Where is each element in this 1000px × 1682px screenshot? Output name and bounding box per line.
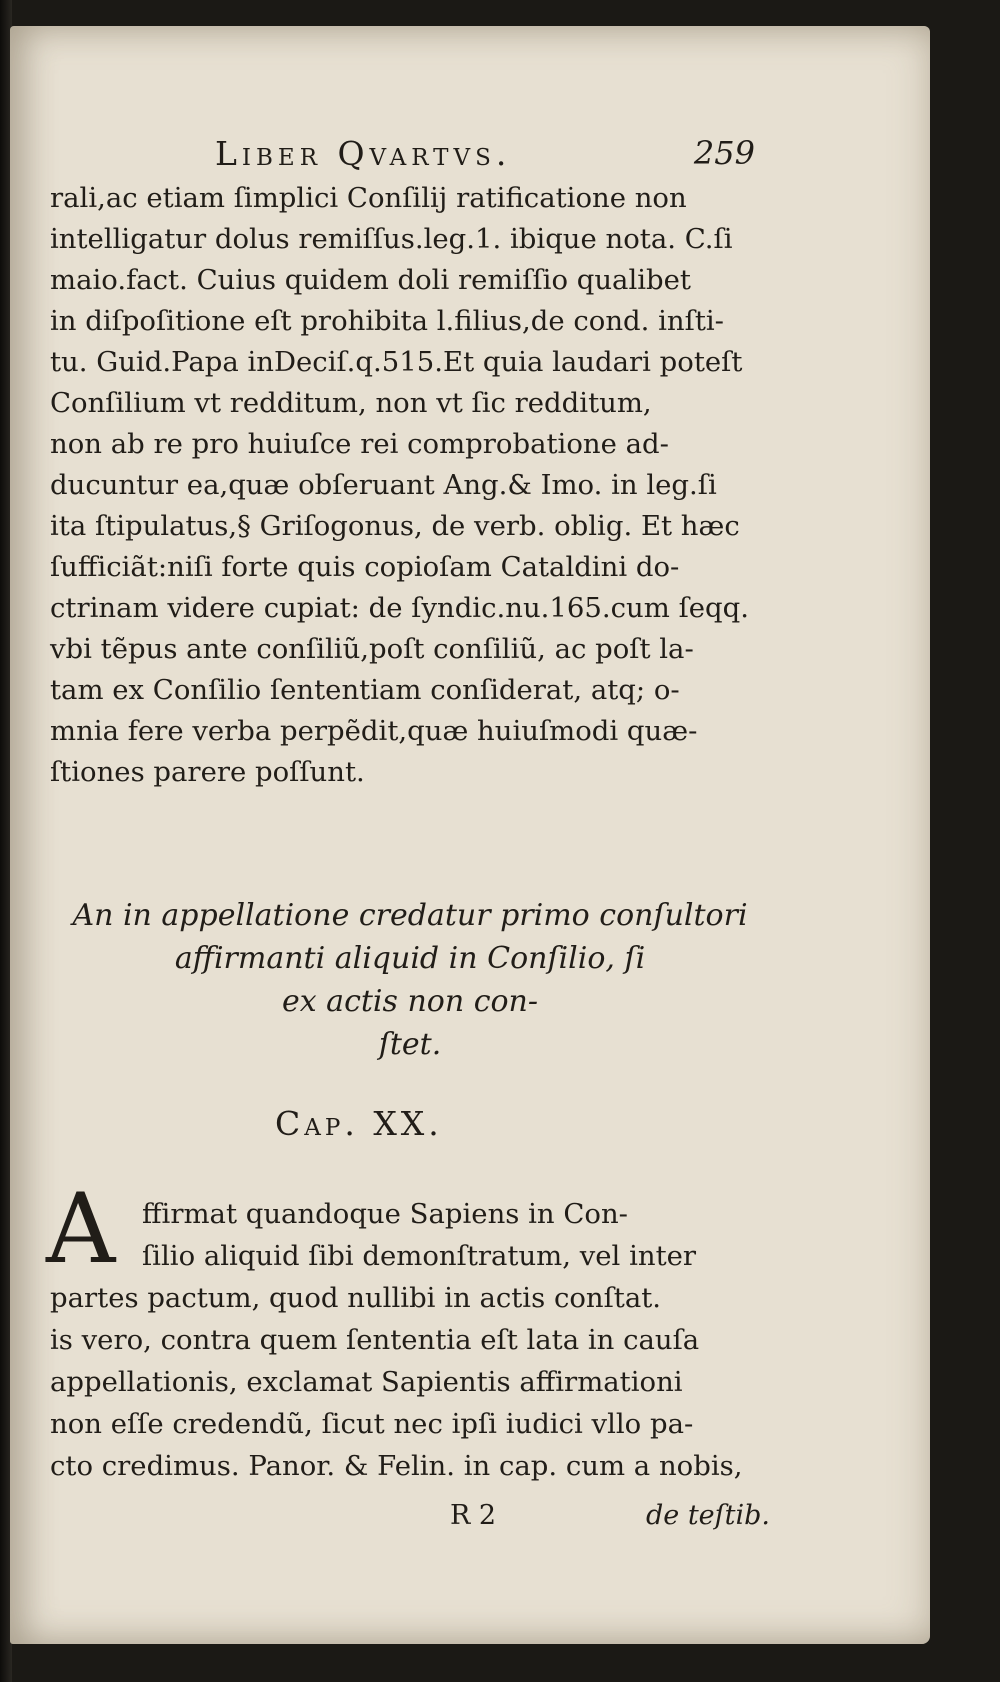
text-line: tu. Guid.Papa inDeciſ.q.515.Et quia laudari poteſt	[50, 346, 743, 378]
text-line: ſilio aliquid ſibi demonſtratum, vel inter	[142, 1240, 697, 1272]
text-line: non ab re pro huiuſce rei comprobatione ad-	[50, 428, 669, 460]
chapter-heading-line: An in appellatione credatur primo conſultori	[72, 898, 748, 933]
text-line: ſufficiãt:niſi forte quis copioſam Cataldini do-	[50, 551, 680, 583]
text-line: vbi tẽpus ante conſiliũ,poſt conſiliũ, ac poſt la-	[50, 633, 694, 665]
running-head-title: Liber Qvartvs.	[215, 134, 512, 173]
signature-mark: R 2	[450, 1500, 497, 1531]
book-page	[10, 26, 930, 1644]
chapter-heading-line: ſtet.	[378, 1027, 442, 1062]
text-line: ctrinam videre cupiat: de ſyndic.nu.165.cum ſeqq.	[50, 592, 749, 624]
text-line: in diſpoſitione eſt prohibita l.filius,de cond. inſti-	[50, 305, 724, 337]
text-line: appellationis, exclamat Sapientis affirmationi	[50, 1366, 683, 1398]
chapter-label: Cap. XX.	[275, 1104, 443, 1143]
text-line: mnia fere verba perpẽdit,quæ huiuſmodi quæ-	[50, 715, 698, 747]
text-line: is vero, contra quem ſententia eſt lata in cauſa	[50, 1324, 700, 1356]
chapter-heading-line: ex actis non con-	[281, 984, 539, 1019]
chapter-heading	[50, 894, 770, 1066]
page-number: 259	[693, 134, 755, 172]
text-line: intelligatur dolus remiſſus.leg.1. ibique nota. C.ſi	[50, 223, 733, 255]
chapter-heading-line: affirmanti aliquid in Conſilio, ſi	[174, 941, 646, 976]
text-line: non eſſe credendũ, ſicut nec ipſi iudici vllo pa-	[50, 1408, 694, 1440]
text-line: tam ex Conſilio ſententiam conſiderat, atq; o-	[50, 674, 680, 706]
text-line: cto credimus. Panor. & Felin. in cap. cum a nobis,	[50, 1450, 743, 1482]
text-line: partes pactum, quod nullibi in actis conſtat.	[50, 1282, 662, 1314]
text-line: rali,ac etiam ſimplici Conſilij ratificatione non	[50, 182, 687, 214]
text-line: ducuntur ea,quæ obſeruant Ang.& Imo. in leg.ſi	[50, 469, 717, 501]
text-line: ita ſtipulatus,§ Griſogonus, de verb. oblig. Et hæc	[50, 510, 740, 542]
catchline	[50, 1500, 770, 1540]
catchword: de teſtib.	[645, 1500, 770, 1531]
drop-cap: A	[46, 1173, 116, 1285]
text-line: ſtiones parere poſſunt.	[50, 756, 365, 788]
text-line: Conſilium vt redditum, non vt ſic redditum,	[50, 387, 652, 419]
text-line: maio.fact. Cuius quidem doli remiſſio qualibet	[50, 264, 691, 296]
text-line: ffirmat quandoque Sapiens in Con-	[142, 1198, 628, 1230]
running-head	[215, 134, 755, 174]
